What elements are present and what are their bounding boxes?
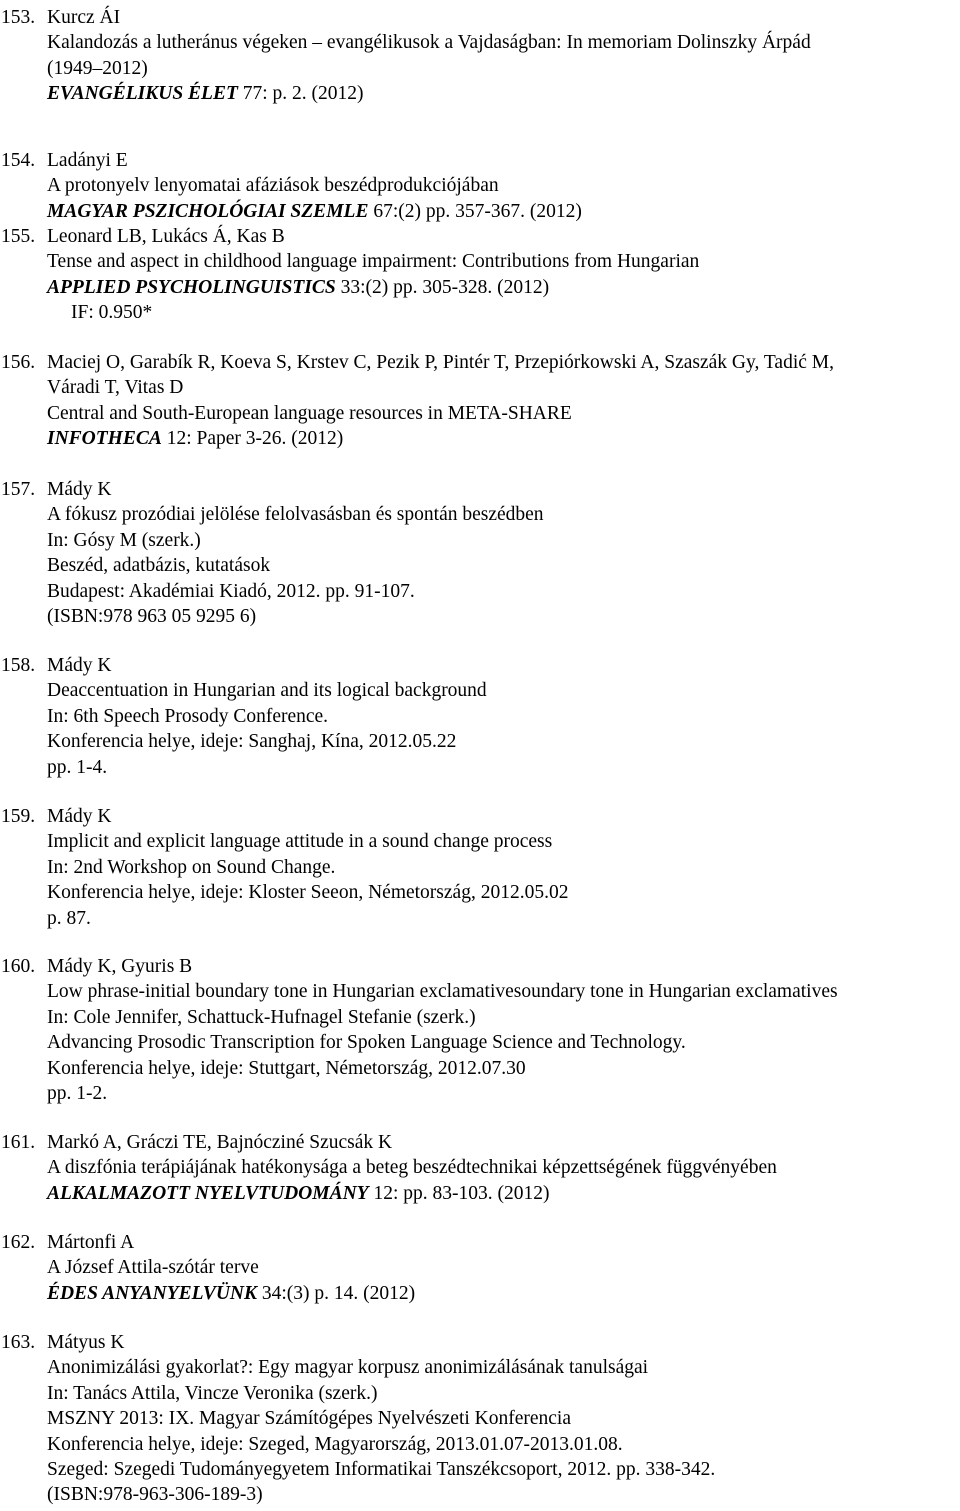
entry-text: In: 6th Speech Prosody Conference.: [47, 705, 329, 727]
journal-title: MAGYAR PSZICHOLÓGIAI SZEMLE: [47, 200, 369, 222]
entry-text: In: Tanács Attila, Vincze Veronika (szerk.): [47, 1382, 378, 1404]
entry-number: 162.: [1, 1232, 36, 1253]
entry-authors: Mády K: [47, 655, 112, 676]
entry-authors: Markó A, Gráczi TE, Bajnócziné Szucsák K: [47, 1132, 393, 1153]
entry-number: 159.: [1, 806, 36, 827]
entry-text: MSZNY 2013: IX. Magyar Számítógépes Nyelvészeti Konferencia: [47, 1408, 572, 1430]
entry-text: 77: p. 2. (2012): [237, 83, 364, 105]
entry-detail-line: [47, 249, 699, 275]
entry-text: 12: Paper 3-26. (2012): [161, 428, 344, 450]
entry-detail-line: [47, 1432, 623, 1458]
entry-detail-line: [47, 604, 256, 630]
entry-text: pp. 1-4.: [47, 756, 108, 778]
entry-text: Implicit and explicit language attitude in a sound change process: [47, 831, 553, 853]
entry-detail-line: [47, 1381, 377, 1407]
entry-text: (1949–2012): [47, 57, 148, 79]
entry-detail-line: [47, 56, 148, 82]
entry-source-line: [47, 199, 582, 225]
entry-text: 34:(3) p. 14. (2012): [257, 1282, 416, 1304]
entry-text: Low phrase-initial boundary tone in Hungarian exclamativesoundary tone in Hungarian exclamatives: [47, 981, 838, 1003]
entry-detail-line: [47, 678, 487, 704]
entry-detail-line: [71, 300, 152, 326]
entry-detail-line: [47, 528, 201, 554]
entry-text: IF: 0.950*: [71, 302, 153, 324]
entry-detail-line: [47, 755, 107, 781]
journal-title: EVANGÉLIKUS ÉLET: [47, 83, 238, 105]
entry-detail-line: [47, 880, 568, 906]
entry-text: Konferencia helye, ideje: Szeged, Magyarország, 2013.01.07-2013.01.08.: [47, 1433, 623, 1455]
entry-authors: Mártonfi A: [47, 1232, 135, 1253]
entry-number: 161.: [1, 1132, 36, 1153]
entry-number: 155.: [1, 226, 36, 247]
entry-text: Konferencia helye, ideje: Sanghaj, Kína, 2012.05.22: [47, 731, 457, 753]
entry-detail-line: [47, 1081, 107, 1107]
entry-text: pp. 1-2.: [47, 1083, 108, 1104]
entry-text: (ISBN:978-963-306-189-3): [47, 1484, 263, 1506]
entry-detail-line: [47, 375, 183, 401]
entry-detail-line: [47, 829, 552, 855]
entry-detail-line: [47, 1056, 526, 1082]
entry-text: Tense and aspect in childhood language impairment: Contributions from Hungarian: [47, 251, 700, 273]
entry-authors: Ladányi E: [47, 150, 128, 171]
entry-text: Szeged: Szegedi Tudományegyetem Informatikai Tanszékcsoport, 2012. pp. 338-342.: [47, 1459, 716, 1480]
entry-detail-line: [47, 579, 415, 605]
entry-authors: Mátyus K: [47, 1332, 125, 1353]
entry-text: In: Gósy M (szerk.): [47, 529, 201, 551]
entry-text: Anonimizálási gyakorlat?: Egy magyar korpusz anonimizálásának tanulságai: [47, 1357, 649, 1379]
entry-text: p. 87.: [47, 907, 91, 929]
entry-text: 67:(2) pp. 357-367. (2012): [368, 200, 582, 222]
entry-detail-line: [47, 401, 572, 427]
entry-detail-line: [47, 979, 838, 1005]
journal-title: ÉDES ANYANYELVÜNK: [47, 1282, 258, 1304]
entry-detail-line: [47, 1005, 476, 1031]
entry-source-line: [47, 1181, 549, 1207]
entry-detail-line: [47, 1030, 686, 1056]
journal-title: INFOTHECA: [47, 428, 162, 450]
entry-detail-line: [47, 502, 544, 528]
entry-detail-line: [47, 1255, 259, 1281]
entry-text: Konferencia helye, ideje: Kloster Seeon, Németország, 2012.05.02: [47, 882, 569, 904]
entry-number: 163.: [1, 1332, 36, 1353]
entry-text: 12: pp. 83-103. (2012): [368, 1182, 550, 1204]
entry-text: Advancing Prosodic Transcription for Spoken Language Science and Technology.: [47, 1032, 686, 1054]
entry-text: Kalandozás a lutheránus végeken – evangélikusok a Vajdaságban: In memoriam Dolinszky Árpád: [47, 32, 811, 54]
entry-text: A József Attila-szótár terve: [47, 1257, 259, 1279]
entry-number: 156.: [1, 352, 36, 373]
entry-source-line: [47, 81, 364, 107]
entry-authors: Maciej O, Garabík R, Koeva S, Krstev C, Pezik P, Pintér T, Przepiórkowski A, Szaszák Gy, Tadić M,: [47, 352, 834, 373]
entry-detail-line: [47, 729, 456, 755]
entry-detail-line: [47, 855, 335, 881]
entry-text: In: Cole Jennifer, Schattuck-Hufnagel Stefanie (szerk.): [47, 1006, 476, 1028]
entry-detail-line: [47, 1457, 715, 1483]
entry-authors: Leonard LB, Lukács Á, Kas B: [47, 226, 285, 247]
entry-number: 160.: [1, 956, 36, 977]
entry-detail-line: [47, 1406, 571, 1432]
entry-text: Konferencia helye, ideje: Stuttgart, Németország, 2012.07.30: [47, 1057, 526, 1079]
entry-text: A diszfónia terápiájának hatékonysága a beteg beszédtechnikai képzettségének függvényében: [47, 1157, 777, 1179]
entry-detail-line: [47, 1355, 648, 1381]
entry-source-line: [47, 1281, 415, 1307]
entry-authors: Kurcz ÁI: [47, 7, 121, 28]
entry-text: In: 2nd Workshop on Sound Change.: [47, 856, 336, 878]
entry-source-line: [47, 275, 549, 301]
entry-detail-line: [47, 553, 270, 579]
entry-authors: Mády K: [47, 479, 112, 500]
entry-text: A fókusz prozódiai jelölése felolvasásban és spontán beszédben: [47, 504, 544, 526]
entry-text: Budapest: Akadémiai Kiadó, 2012. pp. 91-107.: [47, 580, 415, 602]
entry-number: 158.: [1, 655, 36, 676]
entry-text: Deaccentuation in Hungarian and its logical background: [47, 680, 487, 702]
entry-detail-line: [47, 1482, 263, 1508]
entry-detail-line: [47, 906, 91, 932]
entry-text: A protonyelv lenyomatai afáziások beszédprodukciójában: [47, 175, 499, 197]
entry-text: (ISBN:978 963 05 9295 6): [47, 606, 257, 627]
entry-text: Váradi T, Vitas D: [47, 377, 184, 399]
entry-text: Central and South-European language resources in META-SHARE: [47, 402, 572, 424]
entry-text: Beszéd, adatbázis, kutatások: [47, 555, 271, 577]
journal-title: ALKALMAZOTT NYELVTUDOMÁNY: [47, 1182, 369, 1204]
entry-detail-line: [47, 30, 811, 56]
entry-number: 153.: [1, 7, 36, 28]
entry-authors: Mády K, Gyuris B: [47, 956, 193, 977]
entry-detail-line: [47, 704, 328, 730]
entry-authors: Mády K: [47, 806, 112, 827]
entry-number: 154.: [1, 150, 36, 171]
entry-number: 157.: [1, 479, 36, 500]
entry-detail-line: [47, 1155, 777, 1181]
entry-text: 33:(2) pp. 305-328. (2012): [335, 276, 550, 298]
entry-source-line: [47, 426, 343, 452]
journal-title: APPLIED PSYCHOLINGUISTICS: [47, 276, 336, 298]
entry-detail-line: [47, 173, 499, 199]
